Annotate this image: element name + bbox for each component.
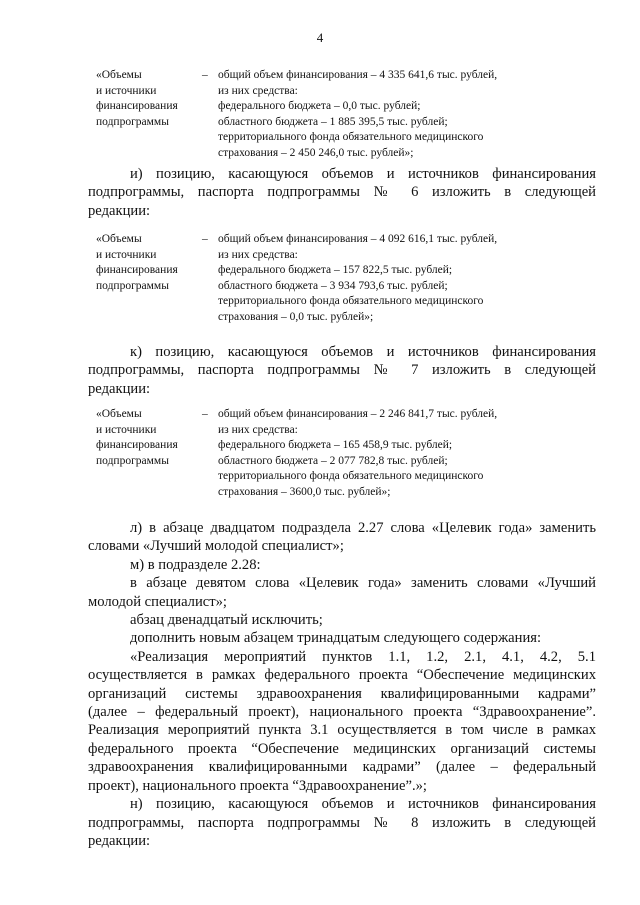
funding-values: общий объем финансирования – 4 335 641,6 тыс. рублей, из них средства: федерального бюджета – 0,0 тыс. рублей; областного бюджета – 1 885 395,5 тыс. рублей; территориального фонда обязательного медицинского страхования – 2 450 246,0 тыс. рублей»; bbox=[218, 69, 498, 159]
paragraph-i: и) позицию, касающуюся объемов и источников финансирования подпрограммы, паспорта подпрограммы № 6 изложить в следующей редакции: bbox=[88, 166, 596, 219]
funding-values: общий объем финансирования – 2 246 841,7 тыс. рублей, из них средства: федерального бюджета – 165 458,9 тыс. рублей; областного бюджета – 2 077 782,8 тыс. рублей; территориального фонда обязательного медицинского страхования – 3600,0 тыс. рублей»; bbox=[218, 408, 498, 498]
funding-label: «Объемы и источники финансирования подпрограммы bbox=[96, 69, 178, 128]
funding-label: «Объемы и источники финансирования подпрограммы bbox=[96, 233, 178, 292]
page-number: 4 bbox=[316, 30, 324, 45]
paragraph-m: м) в подразделе 2.28: bbox=[130, 556, 261, 573]
quoted-text: «Реализация мероприятий пунктов 1.1, 1.2, 2.1, 4.1, 4.2, 5.1 bbox=[130, 648, 596, 665]
funding-dash: – bbox=[202, 408, 208, 420]
amendments-body: л) в абзаце двадцатом подраздела 2.27 слова «Целевик года» заменить словами «Лучший молодой специалист»; м) в подразделе 2.28: в абзаце девятом слова «Целевик года» заменить словами «Лучший молодой специалист»; абзац двенадцатый исключить; дополнить новым абзацем тринадцатым следующего содержания: «Реализация мероприятий пунктов 1.1, 1.2, 2.1, 4.1, 4.2, 5.1 осуществляется в рамках федерального проекта “Обеспечение медицинских организаций системы здравоохранения квалифицированными кадрами” (далее – федеральный проект), национального проекта “Здравоохранение”. Реализация мероприятий пункта 3.1 осуществляется в том числе в рамках федерального проекта “Обеспечение медицинских организаций системы здравоохранения квалифицированными кадрами” (далее – федеральный проект), национального проекта “Здравоохранение”.»; н) позицию, касающуюся объемов и источников финансирования подпрограммы, паспорта подпрограммы № 8 изложить в следующей редакции: bbox=[88, 520, 596, 849]
funding-values: общий объем финансирования – 4 092 616,1 тыс. рублей, из них средства: федерального бюджета – 157 822,5 тыс. рублей; областного бюджета – 3 934 793,6 тыс. рублей; территориального фонда обязательного медицинского страхования – 0,0 тыс. рублей»; bbox=[218, 233, 498, 323]
funding-dash: – bbox=[202, 69, 208, 81]
paragraph-l: л) в абзаце двадцатом подраздела 2.27 слова «Целевик года» заменить bbox=[130, 520, 596, 536]
paragraph-k: к) позицию, касающуюся объемов и источников финансирования подпрограммы, паспорта подпрограммы № 7 изложить в следующей редакции: bbox=[88, 344, 596, 397]
funding-label: «Объемы и источники финансирования подпрограммы bbox=[96, 408, 178, 467]
funding-dash: – bbox=[202, 233, 208, 245]
paragraph-n: н) позицию, касающуюся объемов и источников финансирования bbox=[130, 796, 596, 813]
